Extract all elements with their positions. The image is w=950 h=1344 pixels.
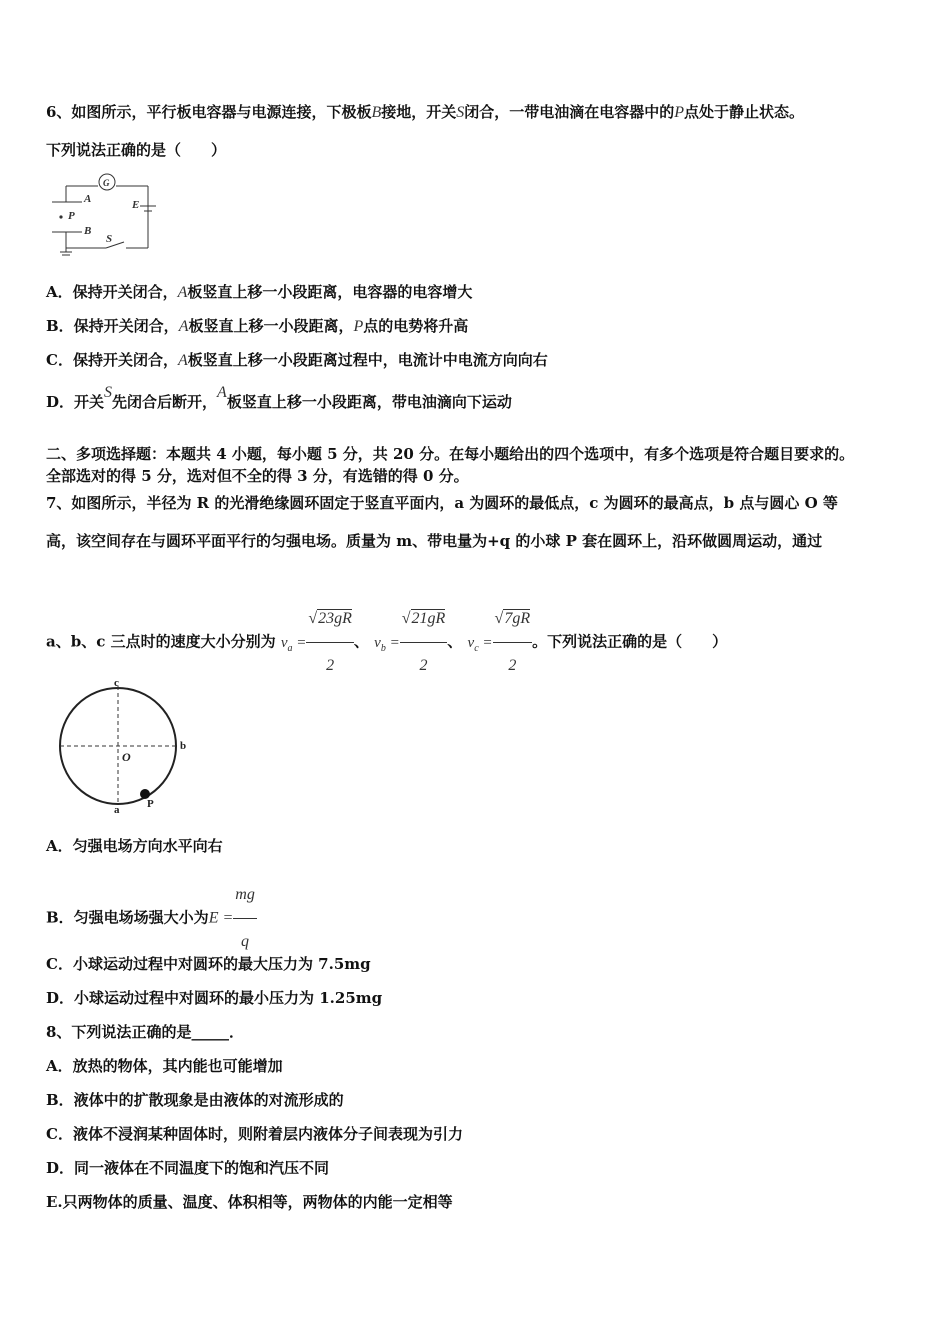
label-b: b [180,740,187,752]
q8-option-b: B．液体中的扩散现象是由液体的对流形成的 [46,1091,344,1109]
var-s: S [456,104,465,121]
label-b: B [84,225,92,237]
va-symbol: $v_a$ = [280,634,307,654]
label-a: A [84,193,92,205]
va-fraction: $\frac{√23gR}{2}$ [306,596,354,689]
q8-stem: 8、下列说法正确的是_____． [46,1023,244,1041]
q8-option-d: D．同一液体在不同温度下的饱和汽压不同 [46,1159,330,1177]
q6-option-b: B．保持开关闭合，A板竖直上移一小段距离，P点的电势将升高 [46,317,469,335]
q6-option-c: C．保持开关闭合，A板竖直上移一小段距离过程中，电流计中电流方向向右 [46,351,548,369]
capacitor-circuit-figure [48,172,168,262]
q7-stem-line3: a、b、c 三点时的速度大小分别为 $v_a$ = $\frac{√23gR}{2}$ 、 $v_b$ = $\frac{√21gR}{2}$ 、 $v_c$ = $\frac{√7gR}{2}$ 。下列说法正确的是（ ） [46,596,727,689]
label-e: E [132,199,140,211]
e-fraction: $\frac{mg}{q}$ [233,872,257,965]
var-b: B [371,104,382,121]
q7-option-d: D．小球运动过程中对圆环的最小压力为 1.25mg [46,989,383,1007]
q7-stem-line2: 高，该空间存在与圆环平面平行的匀强电场。质量为 m、带电量为+q 的小球 P 套在圆环上，沿环做圆周运动，通过 [46,532,823,550]
q7-option-c: C．小球运动过程中对圆环的最大压力为 7.5mg [46,955,371,973]
label-a: a [114,804,120,816]
vc-symbol: $v_c$ = [467,634,493,654]
q6-stem-line2: 下列说法正确的是（ ） [46,141,227,159]
var-p: P [674,104,685,121]
q7-option-b: B．匀强电场场强大小为E = $\frac{mg}{q}$ [46,872,257,965]
q8-option-a: A．放热的物体，其内能也可能增加 [46,1057,283,1075]
q6-option-a: A．保持开关闭合，A板竖直上移一小段距离，电容器的电容增大 [46,283,473,301]
q6-stem-line1: 6、如图所示，平行板电容器与电源连接，下极板B接地，开关S闭合，一带电油滴在电容器中的P点处于静止状态。 [46,103,805,121]
q7-stem-line1: 7、如图所示，半径为 R 的光滑绝缘圆环固定于竖直平面内，a 为圆环的最低点，c 为圆环的最高点，b 点与圆心 O 等 [46,494,838,512]
circle-ring-figure [50,676,210,816]
section2-line2: 全部选对的得 5 分，选对但不全的得 3 分，有选错的得 0 分。 [46,467,469,485]
vc-fraction: $\frac{√7gR}{2}$ [493,596,533,689]
q8-option-c: C．液体不浸润某种固体时，则附着层内液体分子间表现为引力 [46,1125,463,1143]
label-g: G [103,178,110,188]
section2-line1: 二、多项选择题：本题共 4 小题，每小题 5 分，共 20 分。在每小题给出的四个选项中，有多个选项是符合题目要求的。 [46,445,855,463]
label-p: P [147,798,154,810]
label-c: c [114,677,119,689]
label-o: O [122,750,131,764]
label-s: S [106,233,113,245]
q6-option-d: D．开关S先闭合后断开，A板竖直上移一小段距离，带电油滴向下运动 [46,384,512,411]
vb-symbol: $v_b$ = [374,634,400,654]
q7-option-a: A．匀强电场方向水平向右 [46,837,223,855]
label-p: P [68,210,75,222]
q8-option-e: E.只两物体的质量、温度、体积相等，两物体的内能一定相等 [46,1193,453,1211]
vb-fraction: $\frac{√21gR}{2}$ [400,596,448,689]
